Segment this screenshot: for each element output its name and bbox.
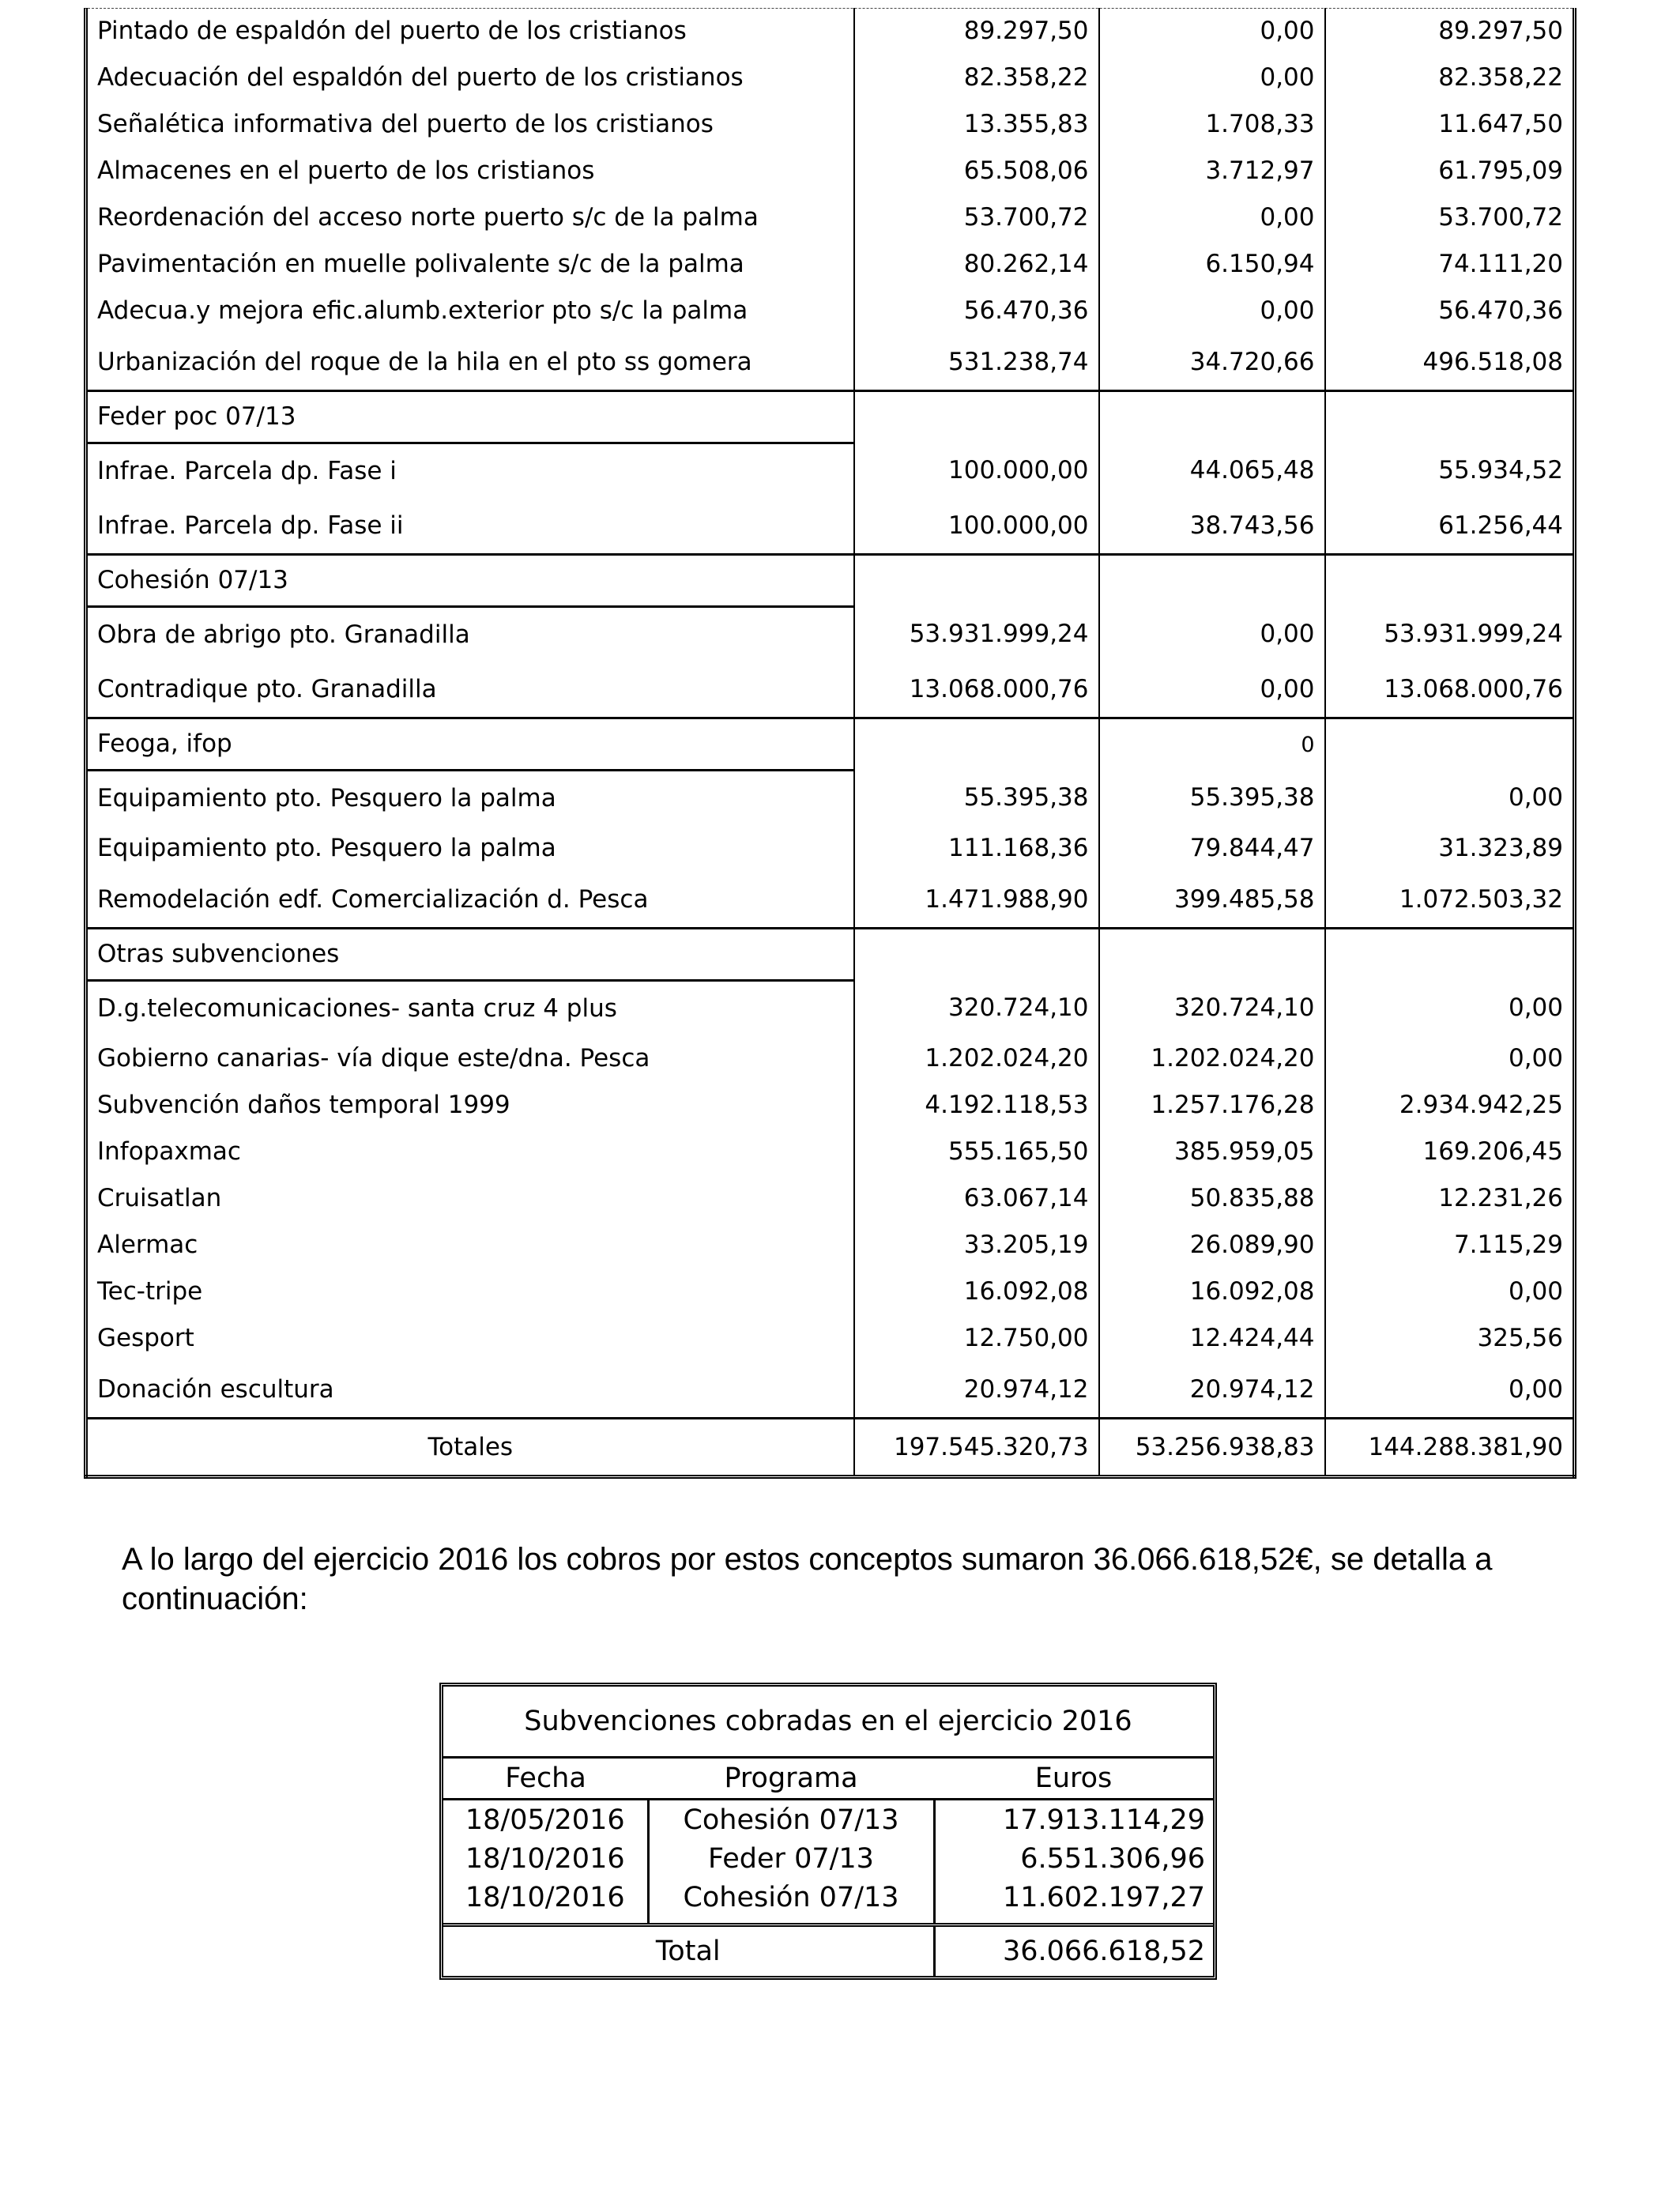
group-header-label: Feoga, ifop <box>86 718 854 771</box>
collection-total-value: 36.066.618,52 <box>934 1925 1213 1977</box>
collected-cell: 1.257.176,28 <box>1099 1082 1325 1129</box>
pending-cell: 0,00 <box>1325 1269 1575 1315</box>
pending-cell: 11.647,50 <box>1325 101 1575 148</box>
collection-total-label: Total <box>443 1925 934 1977</box>
collected-cell: 12.424,44 <box>1099 1315 1325 1362</box>
collected-cell: 320.724,10 <box>1099 981 1325 1036</box>
table-row <box>86 825 1575 872</box>
collected-cell: 38.743,56 <box>1099 498 1325 555</box>
collection-program: Feder 07/13 <box>648 1839 934 1878</box>
collected-subsidies-caption: Subvenciones cobradas en el ejercicio 2016 <box>443 1687 1213 1758</box>
collection-date: 18/10/2016 <box>443 1878 648 1925</box>
concept-cell: Alermac <box>97 1231 198 1259</box>
pending-cell: 61.795,09 <box>1325 148 1575 194</box>
pending-cell: 82.358,22 <box>1325 55 1575 101</box>
amount-cell: 80.262,14 <box>854 241 1099 288</box>
group-header-col-a <box>854 718 1099 771</box>
collected-cell: 0,00 <box>1099 607 1325 662</box>
amount-cell: 12.750,00 <box>854 1315 1099 1362</box>
collected-cell: 0,00 <box>1099 288 1325 334</box>
concept-cell: Infrae. Parcela dp. Fase ii <box>86 498 854 555</box>
collected-cell: 385.959,05 <box>1099 1129 1325 1175</box>
concept-cell: Gobierno canarias- vía dique este/dna. Pesca <box>97 1044 650 1072</box>
concept-cell: Tec-tripe <box>97 1277 203 1306</box>
amount-cell: 531.238,74 <box>854 334 1099 391</box>
collected-cell: 1.202.024,20 <box>1099 1035 1325 1082</box>
table-row <box>86 498 1575 555</box>
amount-cell: 82.358,22 <box>854 55 1099 101</box>
collection-program: Cohesión 07/13 <box>648 1800 934 1840</box>
table-row <box>86 1362 1575 1419</box>
collected-cell: 55.395,38 <box>1099 771 1325 826</box>
amount-cell: 33.205,19 <box>854 1222 1099 1269</box>
pending-cell: 31.323,89 <box>1325 825 1575 872</box>
concept-cell: Equipamiento pto. Pesquero la palma <box>97 834 556 862</box>
group-header-col-b <box>1099 391 1325 443</box>
concept-cell: Donación escultura <box>86 1362 854 1419</box>
header-fecha: Fecha <box>443 1758 648 1800</box>
totals-amount: 197.545.320,73 <box>854 1419 1099 1477</box>
pending-cell: 89.297,50 <box>1325 8 1575 55</box>
pending-cell: 325,56 <box>1325 1315 1575 1362</box>
collected-cell: 44.065,48 <box>1099 443 1325 499</box>
table-row <box>86 1035 1575 1082</box>
group-header-col-c <box>1325 929 1575 981</box>
table-row <box>86 662 1575 718</box>
concept-cell: Señalética informativa del puerto de los cristianos <box>97 110 714 138</box>
amount-cell: 111.168,36 <box>854 825 1099 872</box>
concept-cell: Urbanización del roque de la hila en el pto ss gomera <box>86 334 854 391</box>
collection-row <box>443 1839 1213 1878</box>
collection-amount: 6.551.306,96 <box>1020 1842 1205 1875</box>
concept-cell: Almacenes en el puerto de los cristianos <box>97 156 595 185</box>
totals-row <box>86 1419 1575 1477</box>
group-header-label: Cohesión 07/13 <box>86 555 854 607</box>
concept-cell: Infopaxmac <box>97 1137 241 1166</box>
totals-collected: 53.256.938,83 <box>1099 1419 1325 1477</box>
table-row <box>86 443 1575 499</box>
collected-subsidies-box <box>439 1683 1217 1980</box>
collection-total-row <box>443 1925 1213 1977</box>
amount-cell: 100.000,00 <box>854 498 1099 555</box>
amount-cell: 56.470,36 <box>854 288 1099 334</box>
concept-cell: Remodelación edf. Comercialización d. Pesca <box>86 872 854 929</box>
collected-cell: 399.485,58 <box>1099 872 1325 929</box>
amount-cell: 63.067,14 <box>854 1175 1099 1222</box>
pending-cell: 0,00 <box>1325 1035 1575 1082</box>
collection-program: Cohesión 07/13 <box>648 1878 934 1925</box>
concept-cell: Adecuación del espaldón del puerto de los cristianos <box>97 63 744 92</box>
concept-cell: Pavimentación en muelle polivalente s/c de la palma <box>97 250 744 278</box>
pending-cell: 13.068.000,76 <box>1325 662 1575 718</box>
table-row <box>86 194 1575 241</box>
amount-cell: 1.202.024,20 <box>854 1035 1099 1082</box>
group-header-col-b: 0 <box>1099 718 1325 771</box>
totals-label: Totales <box>86 1419 854 1477</box>
group-header-col-a <box>854 929 1099 981</box>
table-row <box>86 981 1575 1036</box>
collected-cell: 50.835,88 <box>1099 1175 1325 1222</box>
collected-subsidies-body <box>443 1687 1213 1976</box>
collected-cell: 16.092,08 <box>1099 1269 1325 1315</box>
pending-cell: 55.934,52 <box>1325 443 1575 499</box>
collection-row <box>443 1800 1213 1840</box>
pending-cell: 169.206,45 <box>1325 1129 1575 1175</box>
collected-cell: 20.974,12 <box>1099 1362 1325 1419</box>
collection-date: 18/05/2016 <box>443 1800 648 1840</box>
table-row <box>86 148 1575 194</box>
table-row <box>86 334 1575 391</box>
collected-cell: 26.089,90 <box>1099 1222 1325 1269</box>
concept-cell: Infrae. Parcela dp. Fase i <box>97 456 397 485</box>
collected-cell: 0,00 <box>1099 55 1325 101</box>
table-row <box>86 55 1575 101</box>
collected-subsidies-caption-row <box>443 1687 1213 1758</box>
table-row <box>86 872 1575 929</box>
table-row <box>86 241 1575 288</box>
concept-cell: D.g.telecomunicaciones- santa cruz 4 plus <box>97 993 617 1023</box>
amount-cell: 65.508,06 <box>854 148 1099 194</box>
table-row <box>86 1175 1575 1222</box>
pending-cell: 74.111,20 <box>1325 241 1575 288</box>
collection-amount: 11.602.197,27 <box>1002 1881 1205 1913</box>
group-header-row <box>86 718 1575 771</box>
amount-cell: 555.165,50 <box>854 1129 1099 1175</box>
collection-amount: 17.913.114,29 <box>1002 1804 1205 1836</box>
subsidies-table-body <box>86 8 1575 1477</box>
group-header-label: Otras subvenciones <box>86 929 854 981</box>
pending-cell: 0,00 <box>1325 1362 1575 1419</box>
collected-cell: 34.720,66 <box>1099 334 1325 391</box>
collected-cell: 6.150,94 <box>1099 241 1325 288</box>
amount-cell: 1.471.988,90 <box>854 872 1099 929</box>
collection-date: 18/10/2016 <box>443 1839 648 1878</box>
table-row <box>86 1269 1575 1315</box>
table-row <box>86 607 1575 662</box>
group-header-row <box>86 391 1575 443</box>
group-header-col-b <box>1099 555 1325 607</box>
collected-cell: 0,00 <box>1099 194 1325 241</box>
collected-cell: 0,00 <box>1099 662 1325 718</box>
pending-cell: 0,00 <box>1325 981 1575 1036</box>
pending-cell: 0,00 <box>1325 771 1575 826</box>
summary-paragraph: A lo largo del ejercicio 2016 los cobros por estos conceptos sumaron 36.066.618,52€, se detalla a continuación: <box>122 1542 1493 1616</box>
collected-subsidies-header-row <box>443 1758 1213 1800</box>
pending-cell: 1.072.503,32 <box>1325 872 1575 929</box>
table-row <box>86 1315 1575 1362</box>
totals-pending: 144.288.381,90 <box>1325 1419 1575 1477</box>
table-row <box>86 771 1575 826</box>
pending-cell: 53.931.999,24 <box>1325 607 1575 662</box>
group-header-col-a <box>854 555 1099 607</box>
table-row <box>86 8 1575 55</box>
amount-cell: 320.724,10 <box>854 981 1099 1036</box>
concept-cell: Pintado de espaldón del puerto de los cristianos <box>97 17 687 45</box>
table-row <box>86 288 1575 334</box>
table-row <box>86 1082 1575 1129</box>
group-header-row <box>86 555 1575 607</box>
amount-cell: 53.931.999,24 <box>854 607 1099 662</box>
group-header-row <box>86 929 1575 981</box>
amount-cell: 13.355,83 <box>854 101 1099 148</box>
pending-cell: 2.934.942,25 <box>1325 1082 1575 1129</box>
pending-cell: 7.115,29 <box>1325 1222 1575 1269</box>
collected-cell: 0,00 <box>1099 8 1325 55</box>
group-header-col-b <box>1099 929 1325 981</box>
header-programa: Programa <box>648 1758 934 1800</box>
collected-cell: 3.712,97 <box>1099 148 1325 194</box>
collected-cell: 1.708,33 <box>1099 101 1325 148</box>
pending-cell: 496.518,08 <box>1325 334 1575 391</box>
subsidies-table <box>84 8 1576 1479</box>
group-header-col-c <box>1325 718 1575 771</box>
amount-cell: 100.000,00 <box>854 443 1099 499</box>
collected-cell: 79.844,47 <box>1099 825 1325 872</box>
concept-cell: Subvención daños temporal 1999 <box>97 1091 510 1119</box>
header-euros: Euros <box>934 1758 1213 1800</box>
concept-cell: Adecua.y mejora efic.alumb.exterior pto s/c la palma <box>97 296 748 325</box>
pending-cell: 53.700,72 <box>1325 194 1575 241</box>
table-row <box>86 1222 1575 1269</box>
group-header-label: Feder poc 07/13 <box>86 391 854 443</box>
concept-cell: Cruisatlan <box>97 1184 222 1212</box>
concept-cell: Reordenación del acceso norte puerto s/c de la palma <box>97 203 759 232</box>
amount-cell: 55.395,38 <box>854 771 1099 826</box>
concept-cell: Equipamiento pto. Pesquero la palma <box>97 783 556 812</box>
pending-cell: 61.256,44 <box>1325 498 1575 555</box>
collected-subsidies-table <box>443 1687 1213 1976</box>
pending-cell: 12.231,26 <box>1325 1175 1575 1222</box>
concept-cell: Obra de abrigo pto. Granadilla <box>97 620 470 649</box>
amount-cell: 89.297,50 <box>854 8 1099 55</box>
concept-cell: Contradique pto. Granadilla <box>86 662 854 718</box>
group-header-col-c <box>1325 555 1575 607</box>
collection-row <box>443 1878 1213 1925</box>
group-header-col-a <box>854 391 1099 443</box>
table-row <box>86 1129 1575 1175</box>
amount-cell: 4.192.118,53 <box>854 1082 1099 1129</box>
table-row <box>86 101 1575 148</box>
amount-cell: 13.068.000,76 <box>854 662 1099 718</box>
amount-cell: 53.700,72 <box>854 194 1099 241</box>
concept-cell: Gesport <box>97 1324 194 1352</box>
group-header-col-c <box>1325 391 1575 443</box>
pending-cell: 56.470,36 <box>1325 288 1575 334</box>
amount-cell: 16.092,08 <box>854 1269 1099 1315</box>
amount-cell: 20.974,12 <box>854 1362 1099 1419</box>
